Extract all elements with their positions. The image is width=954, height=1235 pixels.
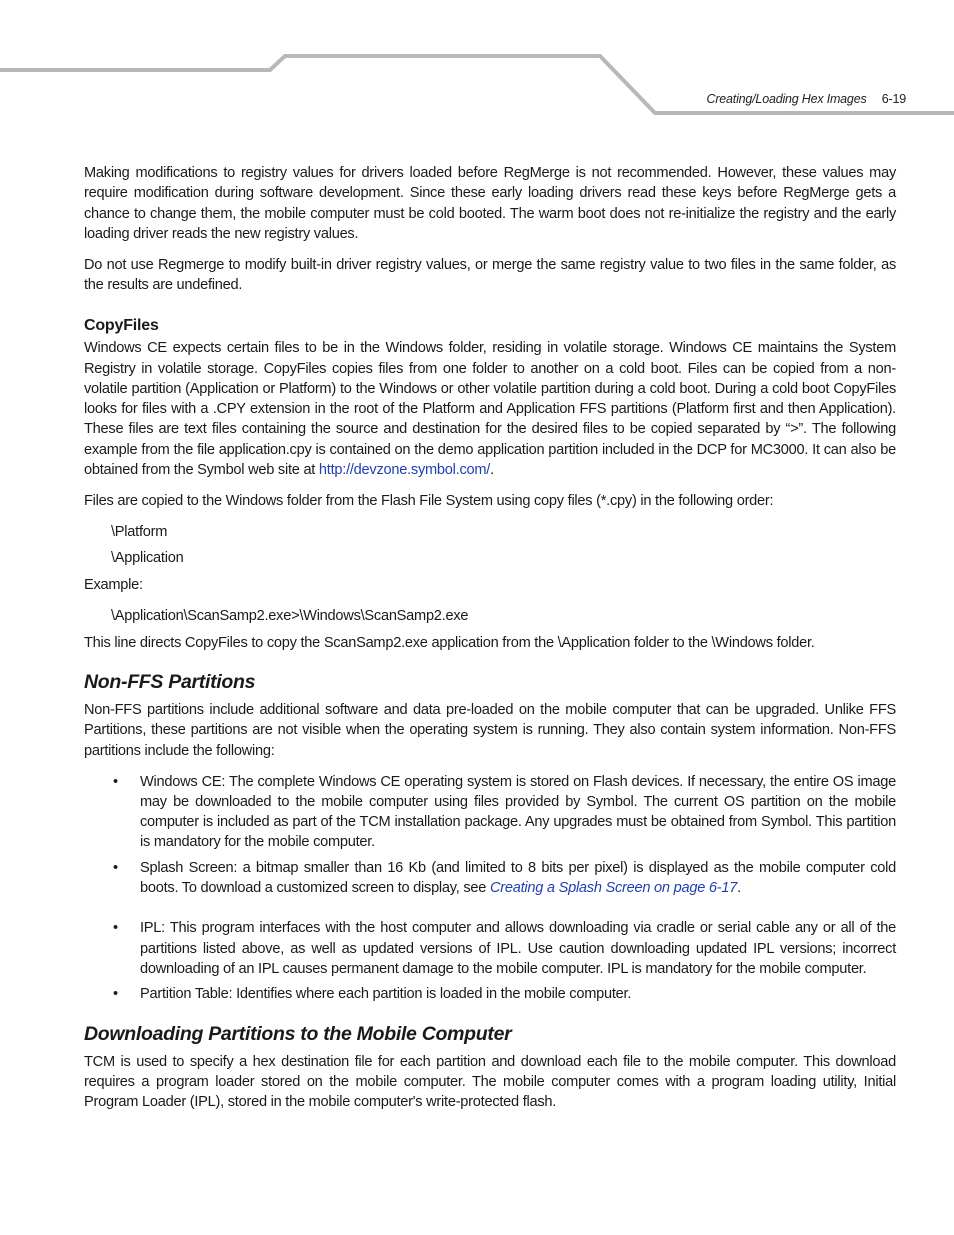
- non-ffs-heading: Non-FFS Partitions: [84, 671, 256, 694]
- copyfiles-paragraph-3: This line directs CopyFiles to copy the ScanSamp2.exe application from the \Application folder to the \Windows folder.: [84, 634, 815, 651]
- section-title: Creating/Loading Hex Images: [706, 92, 867, 106]
- order-item-platform: \Platform: [111, 523, 168, 540]
- bullet: •: [113, 859, 118, 876]
- list-item-end: .: [737, 880, 741, 897]
- list-item: [84, 772, 896, 853]
- header-rule: [0, 0, 954, 130]
- example-label: Example:: [84, 577, 143, 594]
- list-item: [84, 918, 896, 979]
- copyfiles-heading: CopyFiles: [84, 317, 159, 335]
- copyfiles-paragraph-1: [84, 338, 896, 480]
- non-ffs-list: [84, 772, 896, 1005]
- list-item-text: IPL: This program interfaces with the host computer and allows downloading via cradle or serial cable any or all of the partitions listed above, as well as updated versions of IPL. Use caution downloading updated IPL versions; incorrect downloading of an IPL causes permanent damage to the mobile computer. IPL is mandatory for the mobile computer.: [140, 920, 896, 977]
- page-number: 6-19: [881, 92, 906, 106]
- list-item-text: Partition Table: Identifies where each partition is loaded in the mobile computer.: [140, 986, 632, 1003]
- list-item: [84, 984, 896, 1004]
- bullet: •: [113, 773, 118, 790]
- devzone-link[interactable]: http://devzone.symbol.com/: [318, 462, 491, 479]
- downloading-heading: Downloading Partitions to the Mobile Computer: [84, 1022, 512, 1045]
- intro-paragraph-1: Making modifications to registry values for drivers loaded before RegMerge is not recommended. However, these values may require modification during software development. Since these early loading drivers read these keys before RegMerge gets a chance to change them, the mobile computer must be cold booted. The warm boot does not re-initialize the registry and the early loading driver reads the new registry values.: [84, 165, 896, 242]
- intro-paragraph-2: Do not use Regmerge to modify built-in driver registry values, or merge the same registry value to two files in the same folder, as the results are undefined.: [84, 256, 896, 293]
- list-item-text: Windows CE: The complete Windows CE operating system is stored on Flash devices. If necessary, the entire OS image may be downloaded to the mobile computer using files provided by Symbol. The current OS partition on the mobile computer is included as part of the TCM installation package. Any upgrades must be obtained from Symbol. This partition is mandatory for the mobile computer.: [140, 773, 896, 851]
- copyfiles-paragraph-1-text: Windows CE expects certain files to be in the Windows folder, residing in volatile storage. Windows CE maintains the System Registry in volatile storage. CopyFiles copies files from one folder to another on a cold boot. Files can be copied from a non-volatile partition (Application or Platform) to the Windows or other volatile partition during a cold boot. During a cold boot CopyFiles looks for files with a .CPY extension in the root of the Platform and Application FFS partitions (Platform first and then Application). These files are text files containing the source and destination for the desired files to be copied separated by “>”. The following example from the file application.cpy is contained on the demo application partition included in the DCP for MC3000. It can also be obtained from the Symbol web site at: [84, 340, 896, 479]
- order-item-application: \Application: [111, 550, 184, 567]
- non-ffs-intro: Non-FFS partitions include additional software and data pre-loaded on the mobile computer that can be upgraded. Unlike FFS Partitions, these partitions are not visible when the operating system is running. They also contain system information. Non-FFS partitions include the following:: [84, 702, 896, 759]
- copyfiles-paragraph-1-end: .: [490, 462, 494, 479]
- bullet: •: [113, 920, 118, 937]
- splash-screen-xref-link[interactable]: Creating a Splash Screen on page 6-17: [489, 880, 738, 897]
- copyfiles-paragraph-2: Files are copied to the Windows folder from the Flash File System using copy files (*.cpy) in the following order:: [84, 492, 774, 509]
- example-line: \Application\ScanSamp2.exe>\Windows\ScanSamp2.exe: [111, 608, 469, 625]
- list-item-text: Splash Screen: a bitmap smaller than 16 Kb (and limited to 8 bits per pixel) is displayed as the mobile computer cold boots. To download a customized screen to display, see: [140, 859, 896, 897]
- downloading-paragraph: TCM is used to specify a hex destination file for each partition and download each file to the mobile computer. This download requires a program loader stored on the mobile computer. The mobile computer comes with a program loading utility, Initial Program Loader (IPL), stored in the mobile computer's write-protected flash.: [84, 1053, 896, 1111]
- running-header: [707, 92, 906, 106]
- bullet: •: [113, 986, 118, 1003]
- list-item: [84, 858, 896, 899]
- page-content: [84, 163, 896, 1123]
